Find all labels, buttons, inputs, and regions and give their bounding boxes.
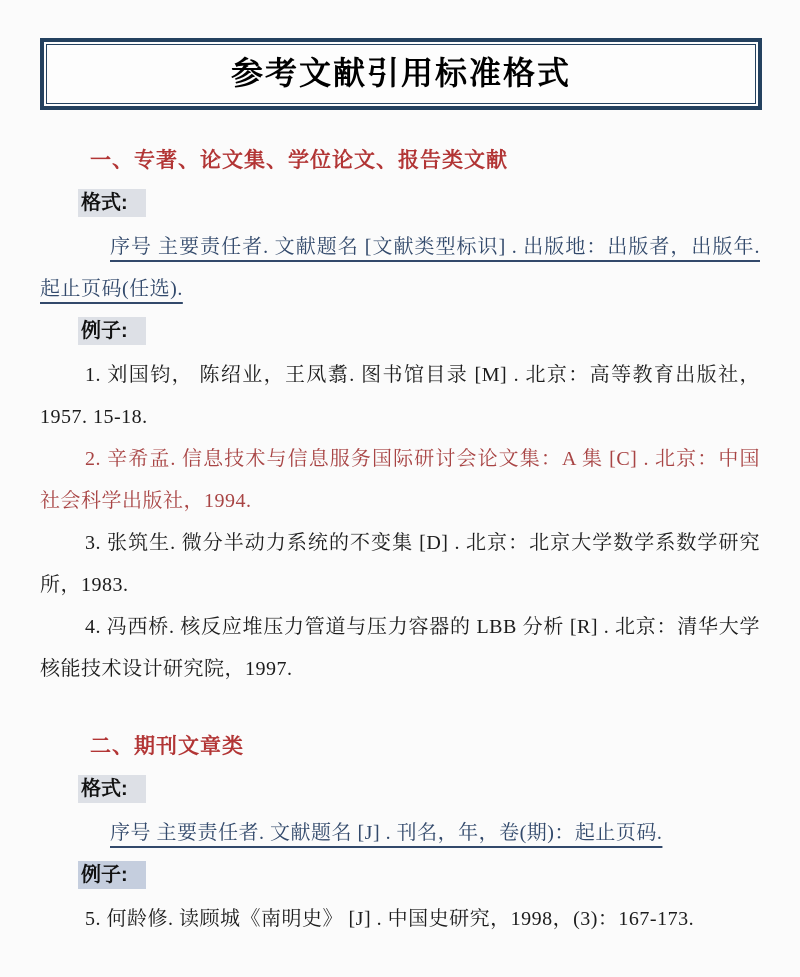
citation-section [40, 140, 760, 690]
format-text: 序号 主要责任者. 文献题名 [J] . 刊名，年，卷(期)：起止页码. [110, 822, 663, 844]
format-label-line [40, 768, 760, 812]
citation-section [40, 726, 760, 940]
example-citation: 1. 刘国钧， 陈绍业，王凤翥. 图书馆目录 [M] . 北京：高等教育出版社，1957. 15-18. [40, 364, 760, 428]
title-box-inner [46, 44, 756, 104]
examples-label-line [40, 310, 760, 354]
example-citation: 4. 冯西桥. 核反应堆压力管道与压力容器的 LBB 分析 [R] . 北京：清华大学核能技术设计研究院，1997. [40, 616, 760, 680]
section-heading: 二、期刊文章类 [90, 735, 244, 758]
examples-label-line [40, 854, 760, 898]
document-body [0, 110, 800, 940]
example-citation: 5. 何龄修. 读顾城《南明史》 [J] . 中国史研究，1998，(3)：167-173. [85, 908, 695, 930]
section-heading: 一、专著、论文集、学位论文、报告类文献 [90, 149, 508, 172]
format-label: 格式: [78, 189, 146, 217]
examples-label: 例子: [78, 861, 146, 889]
document-page [0, 38, 800, 940]
example-citation: 2. 辛希孟. 信息技术与信息服务国际研讨会论文集：A 集 [C] . 北京：中国社会科学出版社，1994. [40, 448, 760, 512]
format-label: 格式: [78, 775, 146, 803]
title-box [40, 38, 762, 110]
examples-label: 例子: [78, 317, 146, 345]
example-citation: 3. 张筑生. 微分半动力系统的不变集 [D] . 北京：北京大学数学系数学研究所，1983. [40, 532, 760, 596]
format-label-line [40, 182, 760, 226]
page-title: 参考文献引用标准格式 [230, 55, 571, 91]
format-text: 序号 主要责任者. 文献题名 [文献类型标识] . 出版地：出版者，出版年. 起止页码(任选). [40, 236, 760, 300]
